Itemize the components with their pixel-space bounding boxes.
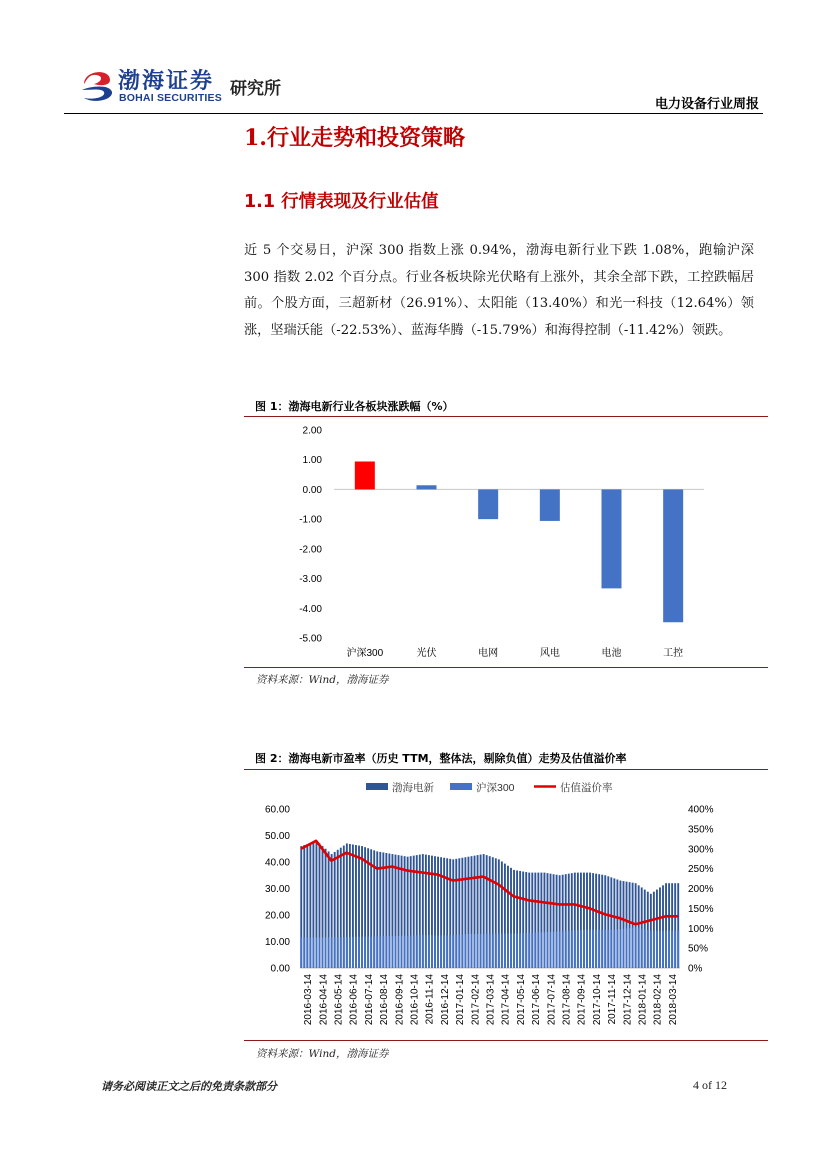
bar-pe-hs300 (328, 937, 330, 968)
bar-沪深300 (355, 461, 375, 489)
bar-pe-hs300 (382, 936, 384, 968)
x-date-label: 2017-12-14 (622, 974, 634, 1026)
bar-pe-hs300 (544, 932, 546, 968)
x-date-label: 2016-06-14 (348, 974, 360, 1026)
x-date-label: 2016-11-14 (424, 974, 436, 1025)
bar-pe-hs300 (379, 936, 381, 968)
bar-pe-hs300 (589, 930, 591, 968)
bar-pe-hs300 (449, 935, 451, 968)
bar-pe-hs300 (349, 937, 351, 968)
bar-pe-hs300 (373, 936, 375, 968)
body-paragraph: 近 5 个交易日，沪深 300 指数上涨 0.94%，渤海电新行业下跌 1.08%，跑输沪深 300 指数 2.02 个百分点。行业各板块除光伏略有上涨外，其余全部下跌，工控跌幅居前。个股方面，三超新材（26.91%）、太阳能（13.40%）和光一科技（12.64%）领涨，坚瑞沃能（-22.53%）、蓝海华腾（-15.79%）和海得控制（-11.42%）领跌。 (244, 243, 754, 338)
bar-pe-hs300 (422, 935, 424, 968)
bar-pe-hs300 (398, 936, 400, 968)
bar-pe-hs300 (671, 931, 673, 968)
report-type: 电力设备行业周报 (654, 97, 759, 112)
x-date-label: 2018-01-14 (637, 974, 649, 1026)
bar-pe-hs300 (361, 937, 363, 968)
x-date-label: 2016-07-14 (363, 974, 375, 1026)
x-date-label: 2016-12-14 (439, 974, 451, 1026)
bar-pe-hs300 (458, 935, 460, 968)
bar-pe-hs300 (392, 936, 394, 968)
y-left-tick-label: 60.00 (264, 804, 290, 816)
y-tick-label: 0.00 (302, 484, 322, 496)
legend-label: 沪深300 (476, 782, 515, 794)
bohai-logo-icon (80, 64, 114, 104)
bar-pe-hs300 (312, 938, 314, 968)
bar-pe-hs300 (355, 937, 357, 968)
bar-pe-hs300 (376, 936, 378, 968)
y-right-tick-label: 350% (688, 824, 714, 836)
x-date-label: 2017-11-14 (607, 974, 619, 1025)
legend-label: 估值溢价率 (560, 782, 613, 794)
institute-label: 研究所 (230, 79, 281, 99)
bar-pe-hs300 (626, 928, 628, 968)
bar-pe-hs300 (358, 937, 360, 968)
bar-pe-hs300 (644, 929, 646, 968)
section-heading: 1.行业走势和投资策略 (244, 125, 465, 151)
bar-pe-hs300 (468, 934, 470, 968)
bar-pe-hs300 (556, 932, 558, 968)
bar-pe-hs300 (519, 933, 521, 968)
bar-pe-hs300 (604, 930, 606, 968)
bar-pe-hs300 (300, 938, 302, 968)
y-tick-label: 1.00 (302, 455, 322, 467)
x-category-label: 风电 (539, 648, 560, 659)
x-date-label: 2017-09-14 (576, 974, 588, 1026)
bar-pe-hs300 (629, 928, 631, 968)
y-tick-label: -4.00 (299, 603, 322, 615)
bar-pe-hs300 (477, 934, 479, 968)
x-date-label: 2016-09-14 (394, 974, 406, 1026)
bar-pe-hs300 (346, 937, 348, 968)
bar-pe-hs300 (504, 934, 506, 968)
bar-pe-hs300 (407, 936, 409, 968)
bar-pe-hs300 (419, 935, 421, 968)
bar-pe-hs300 (370, 936, 372, 968)
bar-pe-hs300 (562, 931, 564, 968)
bar-pe-hs300 (620, 929, 622, 968)
figure2-bottom-rule (244, 1040, 768, 1041)
bar-pe-hs300 (653, 931, 655, 968)
bar-pe-hs300 (583, 930, 585, 968)
bar-pe-hs300 (388, 936, 390, 968)
bar-pe-hs300 (319, 937, 321, 968)
bar-pe-hs300 (571, 931, 573, 968)
bar-pe-hs300 (650, 931, 652, 968)
x-date-label: 2017-08-14 (561, 974, 573, 1026)
x-date-label: 2016-08-14 (379, 974, 391, 1026)
bar-pe-hs300 (440, 935, 442, 968)
figure1-source: 资料来源：Wind，渤海证券 (256, 674, 389, 686)
bar-pe-hs300 (343, 937, 345, 968)
bar-pe-hs300 (401, 936, 403, 968)
bar-pe-hs300 (495, 934, 497, 968)
bar-pe-hs300 (577, 930, 579, 968)
bar-pe-hs300 (522, 933, 524, 968)
bar-pe-hs300 (516, 933, 518, 968)
bar-pe-hs300 (325, 937, 327, 968)
bar-pe-hs300 (501, 934, 503, 968)
bar-pe-hs300 (416, 935, 418, 968)
bar-风电 (540, 489, 560, 520)
bar-pe-hs300 (534, 933, 536, 968)
x-category-label: 光伏 (416, 648, 437, 659)
y-right-tick-label: 200% (688, 884, 714, 895)
bar-pe-hs300 (525, 933, 527, 968)
bar-pe-hs300 (489, 934, 491, 968)
bar-pe-hs300 (404, 936, 406, 968)
bar-pe-hs300 (623, 929, 625, 968)
bar-pe-hs300 (580, 930, 582, 968)
bar-pe-hs300 (303, 938, 305, 968)
bar-pe-hs300 (559, 931, 561, 968)
bar-pe-hs300 (595, 930, 597, 968)
bar-pe-hs300 (437, 935, 439, 968)
bar-pe-hs300 (337, 937, 339, 968)
bar-pe-hs300 (340, 937, 342, 968)
x-date-label: 2018-03-14 (667, 974, 679, 1026)
x-category-label: 电网 (478, 648, 499, 659)
x-date-label: 2017-01-14 (455, 974, 467, 1026)
bar-pe-hs300 (528, 933, 530, 968)
y-right-tick-label: 250% (688, 864, 714, 876)
bar-pe-hs300 (638, 928, 640, 968)
x-date-label: 2017-05-14 (515, 974, 527, 1026)
y-right-tick-label: 150% (688, 903, 714, 915)
bar-pe-hs300 (443, 935, 445, 968)
bar-pe-hs300 (565, 931, 567, 968)
bar-pe-hs300 (471, 934, 473, 968)
bar-pe-hs300 (647, 930, 649, 968)
bar-pe-hs300 (410, 936, 412, 968)
y-right-tick-label: 300% (688, 844, 714, 856)
bar-pe-hs300 (592, 930, 594, 968)
bar-pe-hs300 (537, 932, 539, 968)
bar-pe-hs300 (598, 930, 600, 968)
subsection-heading: 1.1 行情表现及行业估值 (244, 192, 439, 212)
bar-pe-hs300 (322, 937, 324, 968)
x-date-label: 2016-05-14 (333, 974, 345, 1026)
figure2-source: 资料来源：Wind，渤海证券 (256, 1048, 389, 1060)
bar-pe-hs300 (367, 937, 369, 968)
header-divider (64, 113, 763, 114)
y-right-tick-label: 50% (688, 943, 709, 955)
bar-pe-hs300 (498, 934, 500, 968)
bar-pe-hs300 (480, 934, 482, 968)
bar-pe-hs300 (677, 931, 679, 968)
bar-pe-hs300 (364, 937, 366, 968)
x-date-label: 2017-02-14 (470, 974, 482, 1026)
figure2-top-rule (244, 769, 768, 770)
logo-text-en: BOHAI SECURITIES (119, 92, 222, 104)
bar-pe-hs300 (547, 932, 549, 968)
bar-pe-hs300 (540, 932, 542, 968)
x-date-label: 2016-10-14 (409, 974, 421, 1026)
bar-pe-hs300 (510, 934, 512, 968)
figure1-chart (244, 418, 768, 666)
bar-pe-hs300 (492, 934, 494, 968)
x-date-label: 2017-10-14 (591, 974, 603, 1026)
bar-pe-hs300 (659, 931, 661, 968)
y-right-tick-label: 400% (688, 804, 714, 816)
bar-pe-hs300 (513, 934, 515, 968)
bar-pe-hs300 (464, 934, 466, 968)
bar-pe-hs300 (674, 931, 676, 968)
x-date-label: 2017-07-14 (546, 974, 558, 1026)
legend-swatch-1 (450, 783, 472, 790)
bar-pe-hs300 (306, 938, 308, 968)
y-tick-label: -1.00 (299, 514, 322, 526)
bar-pe-hs300 (334, 937, 336, 968)
x-date-label: 2018-02-14 (652, 974, 664, 1026)
bar-pe-hs300 (613, 930, 615, 968)
figure1-bottom-rule (244, 667, 768, 668)
bar-pe-hs300 (665, 931, 667, 968)
bar-pe-hs300 (610, 930, 612, 968)
x-category-label: 电池 (601, 648, 622, 659)
bar-pe-hs300 (553, 932, 555, 968)
bar-pe-hs300 (656, 931, 658, 968)
bar-工控 (663, 489, 683, 622)
bar-pe-hs300 (352, 937, 354, 968)
y-tick-label: -5.00 (299, 633, 322, 645)
bar-pe-hs300 (507, 934, 509, 968)
legend-swatch-0 (366, 783, 388, 790)
bar-pe-hs300 (486, 934, 488, 968)
logo-text-cn: 渤海证券 (118, 68, 215, 94)
y-left-tick-label: 50.00 (264, 831, 290, 842)
y-right-tick-label: 0% (688, 963, 703, 975)
bar-pe-hs300 (446, 935, 448, 968)
y-tick-label: 2.00 (302, 425, 322, 437)
x-date-label: 2016-04-14 (318, 974, 330, 1026)
figure1-top-rule (244, 416, 768, 417)
x-category-label: 工控 (663, 648, 684, 659)
figure1-title: 图 1：渤海电新行业各板块涨跌幅（%） (255, 400, 454, 413)
y-left-tick-label: 20.00 (264, 910, 290, 922)
y-tick-label: -3.00 (299, 574, 322, 586)
bar-pe-hs300 (662, 931, 664, 968)
bar-pe-hs300 (413, 935, 415, 968)
bar-pe-hs300 (668, 931, 670, 968)
bar-pe-hs300 (635, 927, 637, 968)
bar-pe-hs300 (607, 930, 609, 968)
bar-pe-hs300 (425, 935, 427, 968)
bar-pe-hs300 (474, 934, 476, 968)
page-number: 4 of 12 (693, 1078, 727, 1092)
bar-pe-hs300 (632, 928, 634, 968)
bar-pe-hs300 (316, 938, 318, 968)
legend-label: 渤海电新 (392, 782, 434, 794)
x-category-label: 沪深300 (346, 648, 384, 659)
bar-pe-hs300 (385, 936, 387, 968)
figure2-title: 图 2：渤海电新市盈率（历史 TTM，整体法，剔除负值）走势及估值溢价率 (255, 752, 627, 765)
bar-pe-hs300 (574, 930, 576, 968)
bar-电池 (602, 489, 622, 588)
bar-光伏 (417, 485, 437, 489)
figure2-chart (244, 771, 768, 1039)
bar-电网 (478, 489, 498, 519)
x-date-label: 2016-03-14 (303, 974, 315, 1026)
bar-pe-hs300 (452, 935, 454, 968)
bar-pe-hs300 (455, 935, 457, 968)
footer-disclaimer: 请务必阅读正文之后的免责条款部分 (101, 1080, 277, 1093)
bar-pe-hs300 (331, 937, 333, 968)
x-date-label: 2017-06-14 (531, 974, 543, 1026)
x-date-label: 2017-04-14 (500, 974, 512, 1026)
y-left-tick-label: 30.00 (264, 884, 290, 895)
bar-pe-hs300 (395, 936, 397, 968)
bar-pe-hs300 (428, 935, 430, 968)
y-right-tick-label: 100% (688, 923, 714, 935)
bar-pe-hs300 (550, 932, 552, 968)
y-left-tick-label: 0.00 (270, 963, 290, 975)
bar-pe-hs300 (309, 938, 311, 968)
bar-pe-hs300 (483, 934, 485, 968)
bar-pe-hs300 (601, 930, 603, 968)
bar-pe-hs300 (531, 933, 533, 968)
bar-pe-hs300 (434, 935, 436, 968)
bar-pe-hs300 (568, 931, 570, 968)
y-left-tick-label: 40.00 (264, 857, 290, 869)
y-tick-label: -2.00 (299, 544, 322, 556)
y-left-tick-label: 10.00 (264, 937, 290, 948)
x-date-label: 2017-03-14 (485, 974, 497, 1026)
bar-pe-hs300 (461, 935, 463, 968)
bar-pe-hs300 (431, 935, 433, 968)
bar-pe-hs300 (641, 929, 643, 968)
bar-pe-hs300 (586, 930, 588, 968)
bar-pe-hs300 (616, 929, 618, 968)
